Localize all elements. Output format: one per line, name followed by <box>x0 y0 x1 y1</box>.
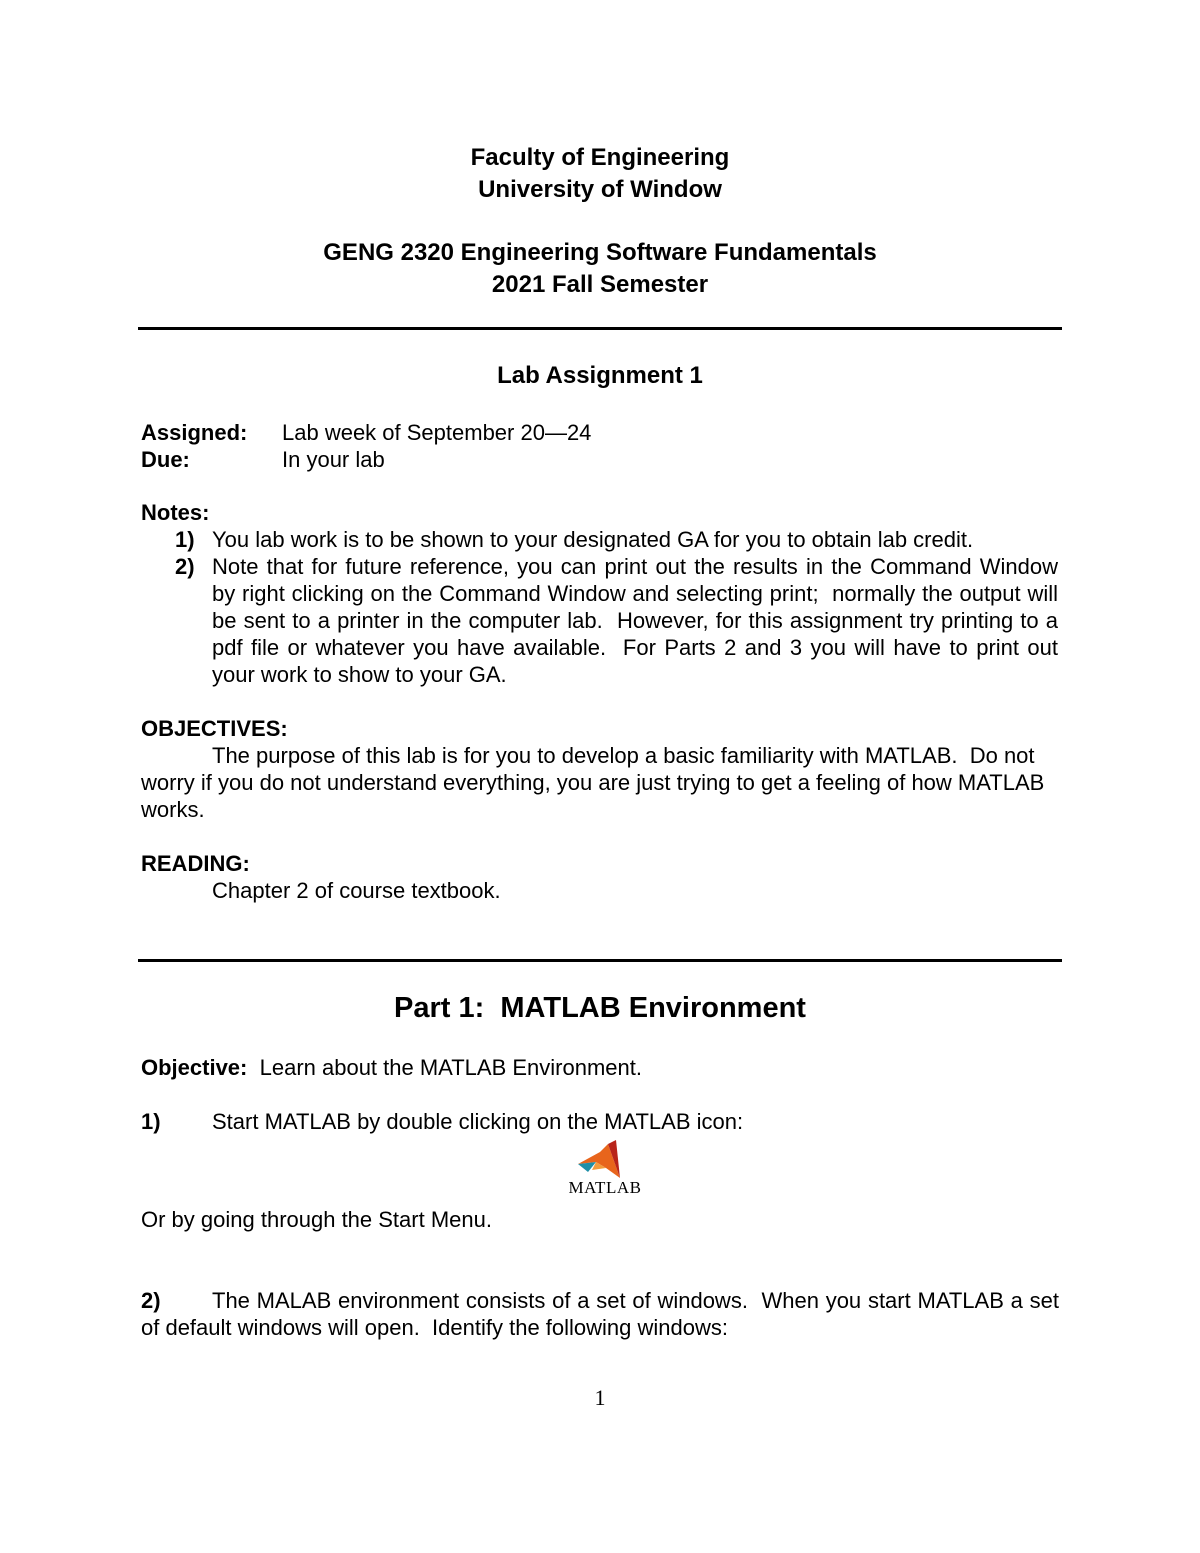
note-2-text: Note that for future reference, you can print out the results in the Command Window by right clicking on the Command Window and selecting print; normally the output will be sent to a printer in the computer lab. However, for this assignment try printing to a pdf file or whatever you have available. For Parts 2 and 3 you will have to print out your work to show to your GA. <box>212 554 1058 687</box>
university-title: University of Window <box>478 176 722 203</box>
part1-title: Part 1: MATLAB Environment <box>394 992 806 1024</box>
step-2-number: 2) <box>141 1288 161 1313</box>
step-1-number: 1) <box>141 1109 161 1134</box>
matlab-logo-text: MATLAB <box>568 1178 642 1197</box>
step-2-text: The MALAB environment consists of a set of windows. When you start MATLAB a set of default windows will open. Identify the following windows: <box>141 1288 1059 1340</box>
semester-title: 2021 Fall Semester <box>491 271 709 298</box>
due-value: In your lab <box>282 447 385 472</box>
objectives-heading: OBJECTIVES: <box>141 716 288 741</box>
note-2-number: 2) <box>175 554 195 579</box>
faculty-title: Faculty of Engineering <box>470 144 730 171</box>
part1-divider <box>138 959 1062 962</box>
matlab-membrane-icon <box>560 1138 646 1182</box>
assigned-label: Assigned: <box>141 420 248 445</box>
matlab-logo <box>560 1138 646 1202</box>
step-1-alternative: Or by going through the Start Menu. <box>141 1207 492 1232</box>
assigned-value: Lab week of September 20—24 <box>282 420 592 445</box>
note-1-text: You lab work is to be shown to your designated GA for you to obtain lab credit. <box>212 527 974 552</box>
top-divider <box>138 327 1062 330</box>
page-number: 1 <box>594 1385 606 1410</box>
note-1-number: 1) <box>175 527 195 552</box>
objectives-text: The purpose of this lab is for you to develop a basic familiarity with MATLAB. Do not worry if you do not understand everything, you are just trying to get a feeling of how MATLAB works. <box>141 743 1045 822</box>
lab-assignment-title: Lab Assignment 1 <box>497 362 703 389</box>
part1-objective-label: Objective: <box>141 1055 248 1080</box>
reading-heading: READING: <box>141 851 250 876</box>
part1-objective <box>141 1054 642 1081</box>
due-label: Due: <box>141 447 190 472</box>
reading-text: Chapter 2 of course textbook. <box>212 878 501 903</box>
part1-objective-text: Learn about the MATLAB Environment. <box>259 1055 642 1080</box>
notes-heading: Notes: <box>141 500 210 525</box>
course-title: GENG 2320 Engineering Software Fundamentals <box>323 239 877 266</box>
step-1-text: Start MATLAB by double clicking on the MATLAB icon: <box>212 1109 744 1134</box>
